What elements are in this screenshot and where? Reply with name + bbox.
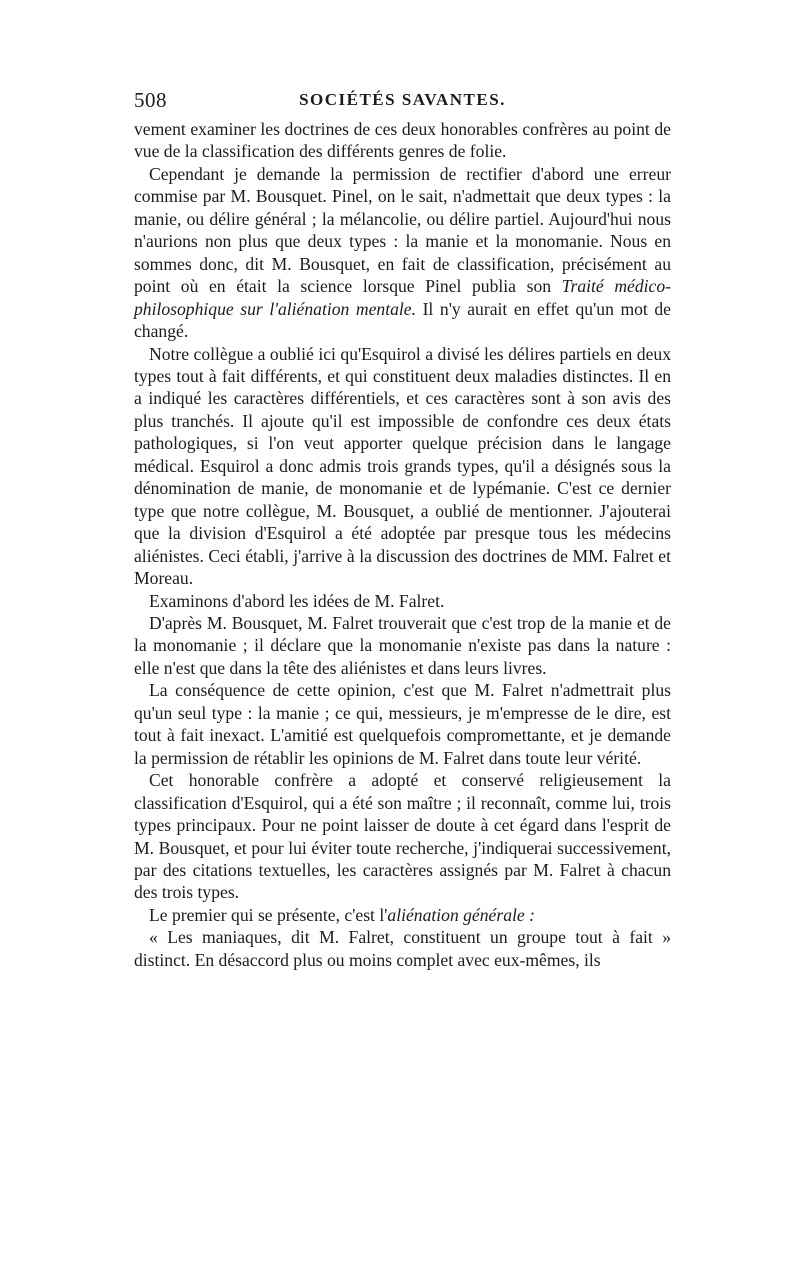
paragraph-examinons [134,590,671,612]
paragraph-consequence [134,679,671,769]
paragraph-text: « Les maniaques, dit M. Falret, constituent un groupe tout à fait » distinct. En désaccord plus ou moins complet avec eux-mêmes, ils [134,927,671,970]
running-head [134,88,671,118]
paragraph-falret-classification [134,769,671,904]
term-italic: aliénation générale : [387,904,535,925]
paragraph-continuation [134,118,671,163]
paragraph-text: vement examiner les doctrines de ces deux honorables confrères au point de vue de la classification des différents genres de folie. [134,119,671,162]
paragraph-text: Notre collègue a oublié ici qu'Esquirol a divisé les délires partiels en deux types tout à fait différents, et qui constituent deux maladies distinctes. Il en a indiqué les caractères différentiels, et ces caractères sont à son avis des plus tranchés. Il ajoute qu'il est impossible de confondre ces deux états pathologiques, si l'on veut apporter quelque précision dans le langage médical. Esquirol a donc admis trois grands types, qu'il a désignés sous la dénomination de manie, de monomanie et de lypémanie. C'est ce dernier type que notre collègue, M. Bousquet, a oublié de mentionner. J'ajouterai que la division d'Esquirol a été adoptée par presque tous les médecins aliénistes. Ceci établi, j'arrive à la discussion des doctrines de MM. Falret et Moreau. [134,343,671,589]
book-page [134,88,671,971]
running-title: SOCIÉTÉS SAVANTES. [299,90,506,109]
book-title-italic: Traité médico-philosophique sur l'aliénation mentale. [134,276,671,319]
paragraph-text: Le premier qui se présente, c'est l' [149,904,388,925]
paragraph-text: Examinons d'abord les idées de M. Falret. [149,590,445,611]
paragraph-text: La conséquence de cette opinion, c'est que M. Falret n'admettrait plus qu'un seul type : la manie ; ce qui, messieurs, je m'empresse de le dire, est tout à fait inexact. L'amitié est quelquefois compromettante, et je demande la permission de rétablir les opinions de M. Falret dans toute leur vérité. [134,680,671,768]
body-text [134,118,671,971]
paragraph-text: D'après M. Bousquet, M. Falret trouverait que c'est trop de la manie et de la monomanie ; il déclare que la monomanie n'existe pas dans la nature : elle n'est que dans la tête des aliénistes et dans leurs livres. [134,612,671,678]
paragraph-quotation [134,926,671,971]
paragraph-text: Cependant je demande la permission de rectifier d'abord une erreur commise par M. Bousquet. Pinel, on le sait, n'admettait que deux types : la manie, ou délire général ; la mélancolie, ou délire partiel. Aujourd'hui nous n'aurions non plus que deux types : la manie et la monomanie. Nous en sommes donc, dit M. Bousquet, en fait de classification, précisément au point où en était la science lorsque Pinel publia son [134,163,671,297]
paragraph-esquirol [134,343,671,590]
paragraph-premier-type [134,904,671,926]
paragraph-bousquet [134,612,671,679]
paragraph-text: Cet honorable confrère a adopté et conservé religieusement la classification d'Esquirol, qui a été son maître ; il reconnaît, comme lui, trois types principaux. Pour ne point laisser de doute à cet égard dans l'esprit de M. Bousquet, et pour lui éviter toute recherche, j'indiquerai successivement, par des citations textuelles, les caractères assignés par M. Falret à chacun des trois types. [134,770,671,903]
page-number: 508 [134,88,167,112]
paragraph-pinel [134,163,671,343]
paragraph-text: Il n'y aurait en effet qu'un mot de changé. [134,298,671,342]
